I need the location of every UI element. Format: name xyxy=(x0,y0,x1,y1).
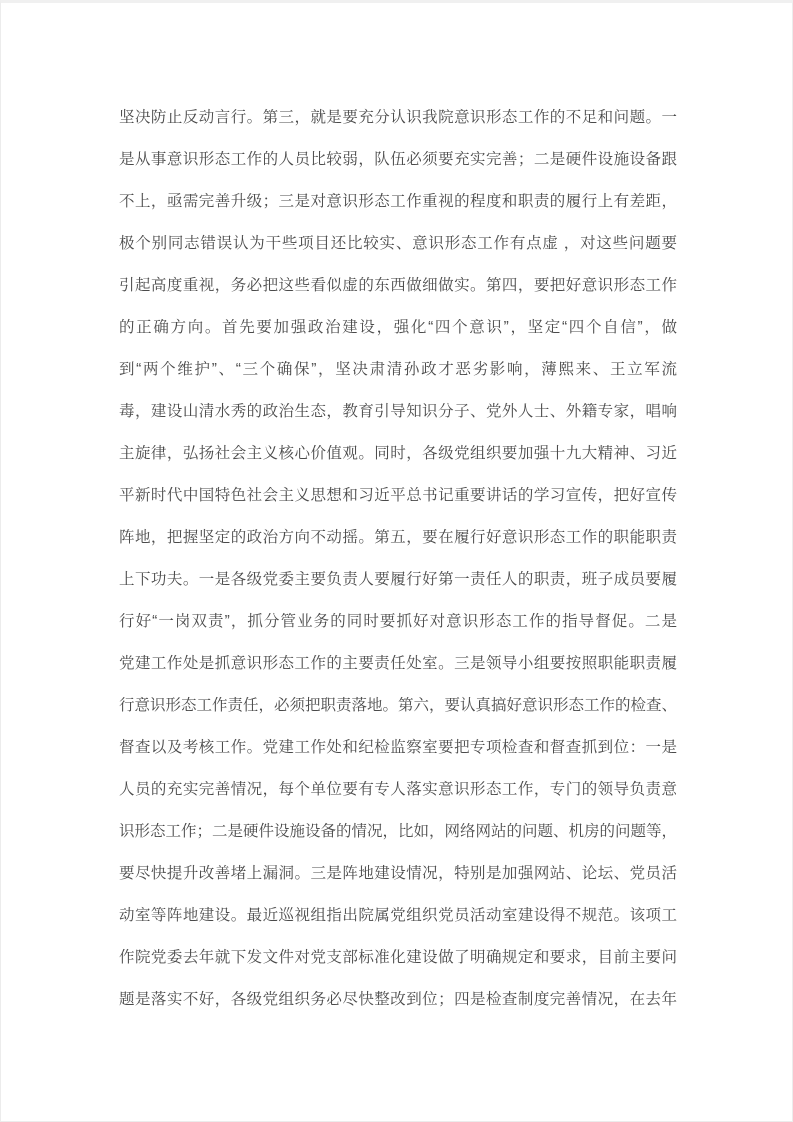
text-line-8: 毒，建设山清水秀的政治生态，教育引导知识分子、党外人士、外籍专家，唱响 xyxy=(119,403,677,420)
text-line-10: 平新时代中国特色社会主义思想和习近平总书记重要讲话的学习宣传，把好宣传 xyxy=(119,487,677,504)
text-line-12: 上下功夫。一是各级党委主要负责人要履行好第一责任人的职责，班子成员要履 xyxy=(119,571,677,588)
text-line-15: 行意识形态工作责任，必须把职责落地。第六，要认真搞好意识形态工作的检查、 xyxy=(119,697,677,714)
text-line-17: 人员的充实完善情况，每个单位要有专人落实意识形态工作，专门的领导负责意 xyxy=(119,781,677,798)
text-line-1: 坚决防止反动言行。第三，就是要充分认识我院意识形态工作的不足和问题。一 xyxy=(119,109,677,126)
text-line-22: 题是落实不好，各级党组织务必尽快整改到位；四是检查制度完善情况，在去年 xyxy=(119,991,677,1008)
text-line-19: 要尽快提升改善堵上漏洞。三是阵地建设情况，特别是加强网站、论坛、党员活 xyxy=(119,865,677,882)
text-line-4: 极个别同志错误认为干些项目还比较实、意识形态工作有点虚 ，对这些问题要 xyxy=(119,235,677,252)
text-line-11: 阵地，把握坚定的政治方向不动摇。第五，要在履行好意识形态工作的职能职责 xyxy=(119,529,677,546)
text-line-20: 动室等阵地建设。最近巡视组指出院属党组织党员活动室建设得不规范。该项工 xyxy=(119,907,677,924)
text-line-13: 行好“一岗双责”，抓分管业务的同时要抓好对意识形态工作的指导督促。二是 xyxy=(119,613,677,630)
text-line-18: 识形态工作；二是硬件设施设备的情况，比如，网络网站的问题、机房的问题等， xyxy=(119,823,677,840)
text-line-6: 的正确方向。首先要加强政治建设，强化“四个意识”，坚定“四个自信”，做 xyxy=(119,319,677,336)
document-text-block xyxy=(119,97,677,1021)
text-line-16: 督查以及考核工作。党建工作处和纪检监察室要把专项检查和督查抓到位：一是 xyxy=(119,739,677,756)
text-line-7: 到“两个维护”、“三个确保”，坚决肃清孙政才恶劣影响，薄熙来、王立军流 xyxy=(119,361,677,378)
text-line-14: 党建工作处是抓意识形态工作的主要责任处室。三是领导小组要按照职能职责履 xyxy=(119,655,677,672)
text-line-2: 是从事意识形态工作的人员比较弱，队伍必须要充实完善；二是硬件设施设备跟 xyxy=(119,151,677,168)
text-line-9: 主旋律，弘扬社会主义核心价值观。同时，各级党组织要加强十九大精神、习近 xyxy=(119,445,677,462)
text-line-3: 不上，亟需完善升级；三是对意识形态工作重视的程度和职责的履行上有差距， xyxy=(119,193,677,210)
text-line-5: 引起高度重视，务必把这些看似虚的东西做细做实。第四，要把好意识形态工作 xyxy=(119,277,677,294)
text-line-21: 作院党委去年就下发文件对党支部标准化建设做了明确规定和要求，目前主要问 xyxy=(119,949,677,966)
